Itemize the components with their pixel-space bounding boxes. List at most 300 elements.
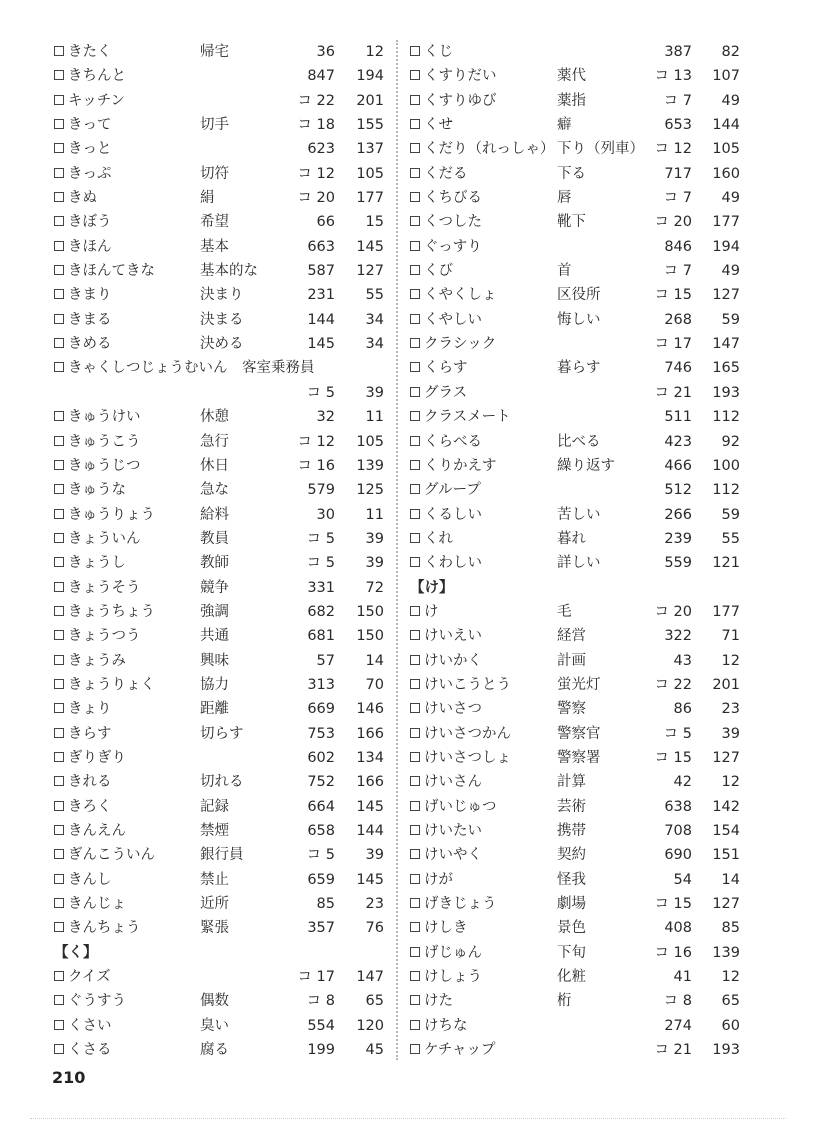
entry-checkbox[interactable] — [54, 874, 64, 884]
entry-number: 127 — [712, 749, 740, 766]
index-entry — [410, 162, 750, 186]
entry-kana: きほんてきな — [68, 263, 155, 280]
entry-kanji: 暮れ — [557, 530, 586, 547]
entry-checkbox[interactable] — [54, 168, 64, 178]
entry-checkbox[interactable] — [54, 995, 64, 1005]
entry-checkbox[interactable] — [410, 825, 420, 835]
entry-page: 239 — [664, 530, 692, 547]
entry-kana: ぎりぎり — [68, 749, 126, 766]
entry-number: 15 — [365, 214, 384, 231]
index-entry — [410, 892, 750, 916]
index-entry — [410, 1014, 750, 1038]
entry-checkbox[interactable] — [410, 387, 420, 397]
entry-checkbox[interactable] — [410, 679, 420, 689]
entry-kana: きちんと — [68, 68, 126, 85]
index-entry — [410, 478, 750, 502]
section-heading — [410, 576, 750, 600]
index-entry — [54, 137, 394, 161]
index-entry — [54, 746, 394, 770]
entry-kanji: 計算 — [557, 774, 586, 791]
entry-number: 12 — [365, 44, 384, 60]
entry-number: 92 — [721, 433, 740, 450]
entry-checkbox[interactable] — [410, 119, 420, 129]
entry-kanji: 決まり — [200, 287, 244, 304]
entry-checkbox[interactable] — [54, 143, 64, 153]
index-entry — [410, 795, 750, 819]
entry-number: 49 — [721, 190, 740, 207]
entry-kana: くだる — [424, 165, 468, 182]
entry-page: 752 — [307, 774, 335, 791]
entry-kana: きょうりょく — [68, 676, 155, 693]
entry-checkbox[interactable] — [54, 314, 64, 324]
index-entry — [410, 405, 750, 429]
index-entry — [54, 551, 394, 575]
entry-checkbox[interactable] — [410, 752, 420, 762]
entry-kana: ぎんこういん — [68, 847, 155, 864]
entry-checkbox[interactable] — [410, 289, 420, 299]
entry-checkbox[interactable] — [54, 971, 64, 981]
entry-kanji: 暮らす — [557, 360, 601, 377]
entry-page: 36 — [316, 44, 335, 60]
entry-checkbox[interactable] — [54, 606, 64, 616]
entry-number: 71 — [721, 628, 740, 645]
entry-kanji: 下り（列車） — [557, 141, 644, 158]
entry-page: 708 — [664, 823, 692, 839]
entry-checkbox[interactable] — [410, 947, 420, 957]
entry-checkbox[interactable] — [410, 216, 420, 226]
entry-kanji: 区役所 — [557, 287, 601, 304]
entry-kanji: 禁煙 — [200, 823, 229, 839]
entry-number: 112 — [712, 409, 740, 426]
entry-number: 55 — [721, 530, 740, 547]
entry-kana: くさい — [68, 1017, 112, 1034]
entry-page: コ 12 — [297, 165, 335, 182]
entry-page: 274 — [664, 1017, 692, 1034]
entry-kana: きらす — [68, 725, 112, 742]
entry-kanji: 苦しい — [557, 506, 601, 523]
entry-page: 602 — [307, 749, 335, 766]
entry-page: コ 13 — [654, 68, 692, 85]
entry-page: 57 — [316, 652, 335, 669]
entry-kanji: 共通 — [200, 628, 229, 645]
entry-checkbox[interactable] — [54, 362, 64, 372]
entry-checkbox[interactable] — [54, 898, 64, 908]
entry-number: 165 — [712, 360, 740, 377]
entry-number: 72 — [365, 579, 384, 596]
entry-checkbox[interactable] — [410, 849, 420, 859]
entry-page: コ 21 — [654, 384, 692, 401]
entry-checkbox[interactable] — [54, 1020, 64, 1030]
index-entry — [410, 137, 750, 161]
entry-number: 155 — [356, 117, 384, 134]
entry-kana: くやしい — [424, 311, 482, 328]
index-entry — [410, 722, 750, 746]
entry-page: 846 — [664, 238, 692, 255]
entry-kanji: 絹 — [200, 190, 215, 207]
entry-kanji: 比べる — [557, 433, 601, 450]
entry-checkbox[interactable] — [410, 533, 420, 543]
entry-number: 11 — [365, 409, 384, 426]
entry-page: コ 5 — [306, 847, 335, 864]
index-entry — [54, 770, 394, 794]
entry-page: 554 — [307, 1017, 335, 1034]
entry-kana: けいさつかん — [424, 725, 511, 742]
entry-checkbox[interactable] — [410, 95, 420, 105]
entry-checkbox[interactable] — [54, 460, 64, 470]
index-entry — [410, 308, 750, 332]
entry-checkbox[interactable] — [410, 971, 420, 981]
entry-number: 12 — [721, 652, 740, 669]
entry-kana: きほん — [68, 238, 112, 255]
entry-kana: けいやく — [424, 847, 482, 864]
entry-checkbox[interactable] — [410, 995, 420, 1005]
entry-page: コ 8 — [663, 993, 692, 1010]
entry-kana: きまる — [68, 311, 112, 328]
entry-page: コ 16 — [297, 457, 335, 474]
entry-number: 144 — [356, 823, 384, 839]
entry-page: 231 — [307, 287, 335, 304]
entry-kana: くちびる — [424, 190, 482, 207]
index-entry — [54, 527, 394, 551]
entry-number: 39 — [721, 725, 740, 742]
entry-checkbox[interactable] — [410, 143, 420, 153]
entry-checkbox[interactable] — [410, 192, 420, 202]
index-entry — [410, 283, 750, 307]
entry-checkbox[interactable] — [410, 776, 420, 786]
entry-page: 753 — [307, 725, 335, 742]
entry-number: 120 — [356, 1017, 384, 1034]
entry-checkbox[interactable] — [410, 728, 420, 738]
entry-page: 681 — [307, 628, 335, 645]
entry-checkbox[interactable] — [54, 679, 64, 689]
entry-number: 121 — [712, 555, 740, 572]
entry-number: 112 — [712, 482, 740, 499]
entry-kanji: 休憩 — [200, 409, 229, 426]
entry-kanji: 競争 — [200, 579, 229, 596]
entry-kana: グラス — [424, 384, 468, 401]
section-heading — [54, 941, 394, 965]
entry-kana: けいさつしょ — [424, 749, 511, 766]
entry-checkbox[interactable] — [54, 752, 64, 762]
entry-checkbox[interactable] — [54, 776, 64, 786]
index-entry — [54, 697, 394, 721]
entry-page: 42 — [673, 774, 692, 791]
entry-page: 387 — [664, 44, 692, 60]
entry-kana: くび — [424, 263, 453, 280]
page-number: 210 — [52, 1068, 86, 1087]
entry-number: 134 — [356, 749, 384, 766]
entry-checkbox[interactable] — [410, 557, 420, 567]
entry-kana: きんちょう — [68, 920, 141, 937]
index-entry — [54, 89, 394, 113]
entry-checkbox[interactable] — [54, 411, 64, 421]
entry-kana: 【く】 — [54, 944, 98, 961]
entry-number: 166 — [356, 725, 384, 742]
entry-kanji: 薬指 — [557, 92, 586, 109]
entry-kana: けしょう — [424, 969, 482, 986]
entry-checkbox[interactable] — [54, 630, 64, 640]
entry-page: 313 — [307, 676, 335, 693]
entry-page: 322 — [664, 628, 692, 645]
entry-page: 423 — [664, 433, 692, 450]
entry-kana: クラスメート — [424, 409, 511, 426]
entry-kana: ケチャップ — [424, 1042, 496, 1059]
entry-checkbox[interactable] — [54, 289, 64, 299]
entry-page: 658 — [307, 823, 335, 839]
entry-kana: くやくしょ — [424, 287, 497, 304]
entry-kana: けしき — [424, 920, 468, 937]
entry-kanji: 強調 — [200, 603, 229, 620]
entry-kanji: 急な — [200, 482, 229, 499]
entry-checkbox[interactable] — [54, 338, 64, 348]
entry-kanji: 基本的な — [200, 263, 258, 280]
entry-number: 127 — [356, 263, 384, 280]
entry-checkbox[interactable] — [54, 703, 64, 713]
entry-kana: きゅうりょう — [68, 506, 155, 523]
index-entry — [410, 356, 750, 380]
entry-page: 41 — [673, 969, 692, 986]
entry-number: 193 — [712, 1042, 740, 1059]
entry-page: 268 — [664, 311, 692, 328]
entry-kana: ぐうすう — [68, 993, 126, 1010]
index-entry — [410, 624, 750, 648]
entry-checkbox[interactable] — [410, 411, 420, 421]
entry-kanji: 禁止 — [200, 871, 229, 888]
entry-kana: くれ — [424, 530, 453, 547]
entry-checkbox[interactable] — [54, 95, 64, 105]
entry-checkbox[interactable] — [410, 606, 420, 616]
entry-checkbox[interactable] — [410, 362, 420, 372]
entry-checkbox[interactable] — [410, 460, 420, 470]
entry-checkbox[interactable] — [410, 338, 420, 348]
index-entry — [410, 235, 750, 259]
index-entry — [54, 1014, 394, 1038]
entry-checkbox[interactable] — [410, 801, 420, 811]
index-column-left — [54, 40, 394, 1062]
index-column-right — [410, 40, 750, 1062]
index-entry — [54, 624, 394, 648]
entry-page: コ 17 — [654, 336, 692, 353]
entry-checkbox[interactable] — [54, 849, 64, 859]
entry-checkbox[interactable] — [410, 1020, 420, 1030]
entry-number: 59 — [721, 311, 740, 328]
entry-checkbox[interactable] — [410, 168, 420, 178]
index-entry — [410, 89, 750, 113]
entry-page: コ 20 — [297, 190, 335, 207]
entry-kanji: 協力 — [200, 676, 229, 693]
entry-checkbox[interactable] — [410, 265, 420, 275]
entry-number: 55 — [365, 287, 384, 304]
entry-kanji: 教員 — [200, 530, 229, 547]
index-entry — [54, 430, 394, 454]
entry-kana: きんえん — [68, 823, 126, 839]
entry-kanji: 癖 — [557, 117, 572, 134]
entry-checkbox[interactable] — [54, 1044, 64, 1054]
entry-number: 142 — [712, 798, 740, 815]
entry-kana: くりかえす — [424, 457, 497, 474]
entry-kanji: 教師 — [200, 555, 229, 572]
entry-kana: きって — [68, 117, 112, 134]
entry-number: 39 — [365, 847, 384, 864]
entry-number: 194 — [712, 238, 740, 255]
entry-page: 331 — [307, 579, 335, 596]
entry-checkbox[interactable] — [54, 533, 64, 543]
entry-checkbox[interactable] — [54, 509, 64, 519]
entry-checkbox[interactable] — [54, 557, 64, 567]
entry-number: 82 — [721, 44, 740, 60]
index-entry — [54, 1038, 394, 1062]
index-entry — [410, 770, 750, 794]
entry-kana: グループ — [424, 482, 481, 499]
entry-checkbox[interactable] — [410, 314, 420, 324]
entry-page: 144 — [307, 311, 335, 328]
entry-kanji: 切らす — [200, 725, 244, 742]
entry-page: コ 21 — [654, 1042, 692, 1059]
index-entry — [54, 113, 394, 137]
index-entry — [410, 916, 750, 940]
entry-kana: キッチン — [68, 92, 125, 109]
entry-checkbox[interactable] — [410, 655, 420, 665]
entry-kana: げきじょう — [424, 896, 497, 913]
entry-number: 177 — [712, 214, 740, 231]
entry-checkbox[interactable] — [410, 703, 420, 713]
entry-kana: きゅうじつ — [68, 457, 141, 474]
entry-kanji: 契約 — [557, 847, 586, 864]
entry-kanji: 携帯 — [557, 823, 586, 839]
entry-kana: くつした — [424, 214, 482, 231]
entry-kanji: 給料 — [200, 506, 229, 523]
entry-checkbox[interactable] — [410, 509, 420, 519]
entry-checkbox[interactable] — [54, 70, 64, 80]
index-entry — [410, 746, 750, 770]
entry-page: 32 — [316, 409, 335, 426]
entry-number: 166 — [356, 774, 384, 791]
entry-kanji: 記録 — [200, 798, 229, 815]
entry-number: 34 — [365, 311, 384, 328]
entry-checkbox[interactable] — [54, 922, 64, 932]
entry-checkbox[interactable] — [54, 265, 64, 275]
entry-number: 150 — [356, 603, 384, 620]
entry-page: 587 — [307, 263, 335, 280]
entry-checkbox[interactable] — [54, 241, 64, 251]
entry-kana: きっと — [68, 141, 112, 158]
entry-kana: きゃくしつじょうむいん 客室乗務員 — [68, 360, 315, 377]
entry-checkbox[interactable] — [410, 630, 420, 640]
entry-number: 160 — [712, 165, 740, 182]
entry-checkbox[interactable] — [410, 241, 420, 251]
index-entry — [54, 454, 394, 478]
entry-page: 579 — [307, 482, 335, 499]
entry-kanji: 警察 — [557, 701, 586, 718]
entry-kanji: 切れる — [200, 774, 244, 791]
entry-kana: きまり — [68, 287, 112, 304]
entry-checkbox[interactable] — [54, 582, 64, 592]
entry-checkbox[interactable] — [54, 192, 64, 202]
entry-kana: きょうつう — [68, 628, 141, 645]
entry-kana: くすりだい — [424, 68, 497, 85]
index-entry — [54, 819, 394, 843]
entry-checkbox[interactable] — [54, 801, 64, 811]
entry-kana: きょうし — [68, 555, 126, 572]
entry-number: 146 — [356, 701, 384, 718]
entry-checkbox[interactable] — [54, 46, 64, 56]
entry-page: コ 7 — [663, 263, 692, 280]
entry-kana: クイズ — [68, 969, 111, 986]
entry-kana: きぬ — [68, 190, 97, 207]
entry-number: 105 — [712, 141, 740, 158]
index-entry — [410, 40, 750, 64]
entry-kana: げじゅん — [424, 944, 482, 961]
entry-number: 105 — [356, 165, 384, 182]
entry-kanji: 繰り返す — [557, 457, 615, 474]
entry-page: 199 — [307, 1042, 335, 1059]
entry-kana: くらす — [424, 360, 468, 377]
entry-number: 151 — [712, 847, 740, 864]
entry-number: 147 — [356, 969, 384, 986]
index-entry — [410, 1038, 750, 1062]
entry-kana: 【け】 — [410, 579, 454, 596]
entry-kana: けいさん — [424, 774, 482, 791]
entry-checkbox[interactable] — [410, 484, 420, 494]
entry-checkbox[interactable] — [410, 874, 420, 884]
entry-page: コ 22 — [297, 92, 335, 109]
entry-checkbox[interactable] — [410, 1044, 420, 1054]
entry-page: コ 12 — [654, 141, 692, 158]
entry-checkbox[interactable] — [54, 119, 64, 129]
entry-number: 12 — [721, 969, 740, 986]
entry-checkbox[interactable] — [410, 922, 420, 932]
entry-kana: けいえい — [424, 628, 482, 645]
entry-checkbox[interactable] — [410, 70, 420, 80]
entry-checkbox[interactable] — [54, 436, 64, 446]
entry-number: 11 — [365, 506, 384, 523]
entry-kanji: 計画 — [557, 652, 586, 669]
entry-kanji: 決める — [200, 336, 244, 353]
entry-kanji: 急行 — [200, 433, 229, 450]
entry-checkbox[interactable] — [54, 484, 64, 494]
entry-kana: きろく — [68, 798, 112, 815]
entry-page: コ 7 — [663, 190, 692, 207]
entry-kana: クラシック — [424, 336, 497, 353]
index-entry — [54, 332, 394, 356]
entry-page: 653 — [664, 117, 692, 134]
entry-checkbox[interactable] — [54, 728, 64, 738]
entry-checkbox[interactable] — [410, 898, 420, 908]
entry-kanji: 靴下 — [557, 214, 586, 231]
entry-page: コ 12 — [297, 433, 335, 450]
entry-number: 49 — [721, 92, 740, 109]
entry-kanji: 化粧 — [557, 969, 586, 986]
entry-checkbox[interactable] — [54, 216, 64, 226]
entry-number: 60 — [721, 1017, 740, 1034]
entry-kanji: 薬代 — [557, 68, 586, 85]
entry-page: コ 15 — [654, 749, 692, 766]
entry-kana: けいかく — [424, 652, 482, 669]
entry-checkbox[interactable] — [54, 825, 64, 835]
entry-kanji: 下る — [557, 165, 586, 182]
entry-page: 85 — [316, 896, 335, 913]
entry-checkbox[interactable] — [54, 655, 64, 665]
entry-number: 23 — [721, 701, 740, 718]
index-entry — [410, 868, 750, 892]
entry-page: 86 — [673, 701, 692, 718]
entry-kanji: 興味 — [200, 652, 229, 669]
index-entry — [410, 210, 750, 234]
entry-checkbox[interactable] — [410, 46, 420, 56]
entry-page: 638 — [664, 798, 692, 815]
entry-checkbox[interactable] — [410, 436, 420, 446]
entry-number: 14 — [365, 652, 384, 669]
